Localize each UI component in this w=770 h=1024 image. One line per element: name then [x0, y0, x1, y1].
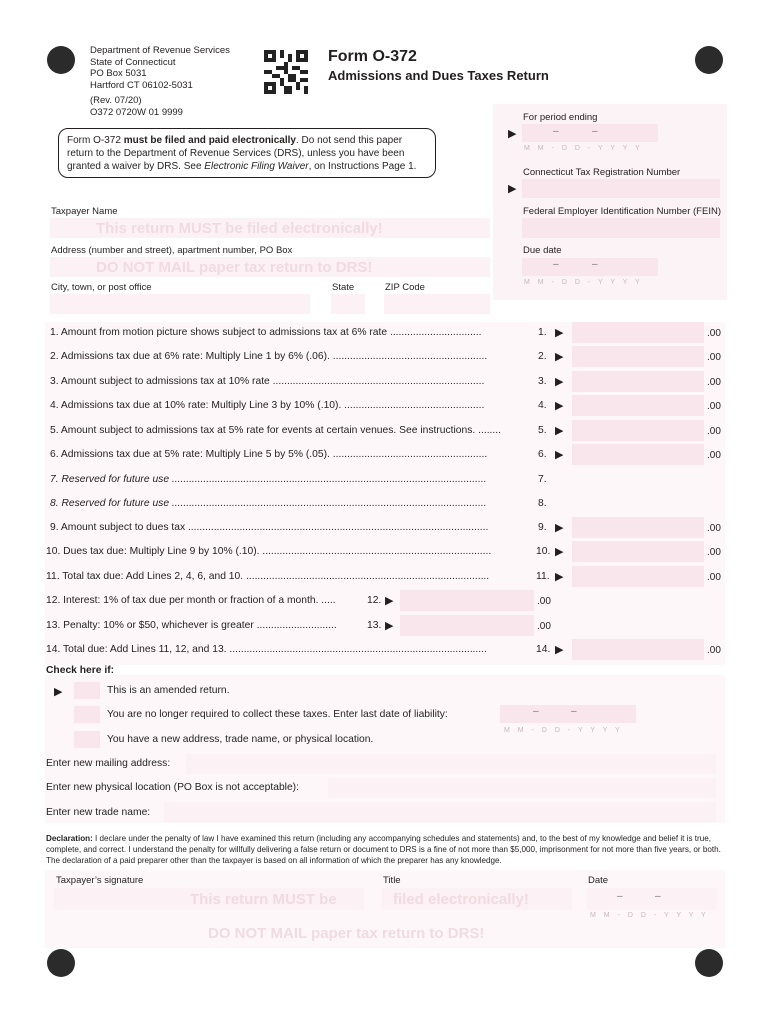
- arrow-icon: ▶: [54, 686, 63, 698]
- signature-label: Taxpayer’s signature: [56, 875, 144, 886]
- line-6-amount[interactable]: [572, 444, 704, 465]
- line-3-text: 3. Amount subject to admissions tax at 10% rate ..........................................................................: [50, 376, 485, 387]
- arrow-icon: ▶: [555, 522, 564, 534]
- watermark-do-not-mail: DO NOT MAIL paper tax return to DRS!: [96, 259, 373, 276]
- declaration-text: [46, 833, 726, 866]
- new-physical-field[interactable]: [328, 778, 716, 798]
- dept-line: State of Connecticut: [90, 56, 176, 68]
- line-1-number: 1.: [538, 327, 547, 338]
- notice-text-italic: Electronic Filing Waiver: [204, 161, 309, 172]
- declaration-heading: Declaration:: [46, 834, 93, 843]
- line-5-text: 5. Amount subject to admissions tax at 5% rate for events at certain venues. See instructions. ........: [50, 425, 502, 436]
- declaration-body: I declare under the penalty of law I have examined this return (including any accompanying schedules and statements) and, to the best of my knowledge and belief it is true, complete, and correct. I understand the penalty for willfully delivering a false return or document to DRS is a fine of not more than $5,000, imprisonment for not more than five years, or both. The declaration of a paid preparer other than the taxpayer is based on all information of which the preparer has any knowledge.: [46, 834, 721, 865]
- period-ending-field[interactable]: [522, 124, 658, 142]
- line-8-number: 8.: [538, 498, 547, 509]
- date-separator: –: [553, 126, 559, 137]
- new-physical-label: Enter new physical location (PO Box is not acceptable):: [46, 782, 299, 793]
- line-13-text: 13. Penalty: 10% or $50, whichever is greater ............................: [46, 620, 337, 631]
- line-1-amount[interactable]: [572, 322, 704, 343]
- line-4-number: 4.: [538, 400, 547, 411]
- line-12-cents: .00: [537, 596, 551, 607]
- line-14-text: 14. Total due: Add Lines 11, 12, and 13. ..........................................................................................: [46, 644, 487, 655]
- arrow-icon: ▶: [555, 327, 564, 339]
- line-10-text: 10. Dues tax due: Multiply Line 9 by 10% (.10). ................................................................................: [46, 546, 492, 557]
- date-separator: –: [655, 891, 661, 902]
- line-14-cents: .00: [707, 645, 721, 656]
- qr-code: [264, 50, 308, 94]
- arrow-icon: ▶: [508, 128, 517, 140]
- arrow-icon: ▶: [508, 183, 517, 195]
- line-9-number: 9.: [538, 522, 547, 533]
- arrow-icon: ▶: [385, 620, 394, 632]
- line-13-cents: .00: [537, 621, 551, 632]
- notice-text-mid: . Do not send this paper return to the Department of Revenue Services (DRS), unless you have been granted a waiver by DRS. See: [67, 135, 405, 172]
- line-14-amount[interactable]: [572, 639, 704, 660]
- amended-return-checkbox[interactable]: [74, 682, 100, 699]
- notice-text-pre: Form O-372: [67, 135, 124, 146]
- new-trade-name-label: Enter new trade name:: [46, 807, 151, 818]
- registration-mark-top-left: [47, 46, 75, 74]
- date-separator: –: [592, 259, 598, 270]
- new-trade-name-field[interactable]: [164, 802, 716, 822]
- line-4-text: 4. Admissions tax due at 10% rate: Multiply Line 3 by 10% (.10). .................................................: [50, 400, 485, 411]
- line-11-amount[interactable]: [572, 566, 704, 587]
- notice-text-post: , on Instructions Page 1.: [308, 161, 417, 172]
- line-10-amount[interactable]: [572, 541, 704, 562]
- no-longer-required-label: You are no longer required to collect these taxes. Enter last date of liability:: [107, 709, 448, 720]
- line-14-number: 14.: [536, 644, 551, 655]
- liability-date-hint: M M - D D - Y Y Y Y: [504, 727, 623, 734]
- department-address: [90, 45, 230, 118]
- ct-registration-label: Connecticut Tax Registration Number: [523, 167, 681, 178]
- revision-date: (Rev. 07/20): [90, 95, 142, 106]
- check-here-heading: Check here if:: [46, 665, 115, 676]
- registration-mark-top-right: [695, 46, 723, 74]
- line-4-cents: .00: [707, 401, 721, 412]
- line-5-number: 5.: [538, 425, 547, 436]
- notice-text-bold: must be filed and paid electronically: [123, 135, 296, 146]
- arrow-icon: ▶: [555, 400, 564, 412]
- line-2-number: 2.: [538, 351, 547, 362]
- line-12-text: 12. Interest: 1% of tax due per month or fraction of a month. .....: [46, 595, 336, 606]
- fein-label: Federal Employer Identification Number (FEIN): [523, 206, 721, 217]
- arrow-icon: ▶: [555, 351, 564, 363]
- arrow-icon: ▶: [555, 449, 564, 461]
- line-2-cents: .00: [707, 352, 721, 363]
- line-9-text: 9. Amount subject to dues tax .........................................................................................................: [50, 522, 489, 533]
- watermark-electronic: This return MUST be filed electronically!: [96, 220, 383, 237]
- line-6-text: 6. Admissions tax due at 5% rate: Multiply Line 5 by 5% (.05). ......................................................: [50, 449, 488, 460]
- watermark-filed-electronically: filed electronically!: [393, 891, 529, 908]
- line-10-number: 10.: [536, 546, 551, 557]
- last-liability-date-field[interactable]: [500, 705, 636, 723]
- line-11-cents: .00: [707, 572, 721, 583]
- new-mailing-label: Enter new mailing address:: [46, 758, 171, 769]
- new-address-checkbox[interactable]: [74, 731, 100, 748]
- dept-line: Hartford CT 06102-5031: [90, 79, 193, 91]
- due-date-field[interactable]: [522, 258, 658, 276]
- state-field[interactable]: [331, 294, 365, 314]
- line-2-amount[interactable]: [572, 346, 704, 367]
- check-section-background: [45, 675, 725, 823]
- no-longer-required-checkbox[interactable]: [74, 706, 100, 723]
- address-label: Address (number and street), apartment number, PO Box: [51, 245, 293, 256]
- line-7-text: 7. Reserved for future use ..............................................................................................................: [50, 474, 487, 485]
- line-12-amount[interactable]: [400, 590, 534, 611]
- due-date-label: Due date: [523, 245, 562, 256]
- line-10-cents: .00: [707, 547, 721, 558]
- arrow-icon: ▶: [555, 644, 564, 656]
- registration-mark-bottom-right: [695, 949, 723, 977]
- dept-line: Department of Revenue Services: [90, 45, 230, 56]
- state-label: State: [332, 282, 355, 293]
- form-code: O372 0720W 01 9999: [90, 106, 183, 118]
- city-field[interactable]: [50, 294, 310, 314]
- date-separator: –: [553, 259, 559, 270]
- amended-return-label: This is an amended return.: [107, 685, 230, 696]
- line-6-number: 6.: [538, 449, 547, 460]
- signature-date-field[interactable]: [587, 888, 717, 910]
- line-5-cents: .00: [707, 426, 721, 437]
- arrow-icon: ▶: [555, 425, 564, 437]
- date-separator: –: [617, 891, 623, 902]
- line-5-amount[interactable]: [572, 420, 704, 441]
- line-7-number: 7.: [538, 474, 547, 485]
- arrow-icon: ▶: [555, 571, 564, 583]
- line-11-number: 11.: [536, 571, 550, 582]
- zip-field[interactable]: [384, 294, 490, 314]
- line-1-cents: .00: [707, 328, 721, 339]
- new-mailing-field[interactable]: [186, 754, 716, 774]
- line-13-number: 13.: [367, 620, 382, 631]
- date-separator: –: [533, 706, 539, 717]
- signature-date-hint: M M - D D - Y Y Y Y: [590, 912, 709, 919]
- title-label: Title: [383, 875, 401, 886]
- fein-field[interactable]: [522, 218, 720, 238]
- date-separator: –: [592, 126, 598, 137]
- line-9-cents: .00: [707, 523, 721, 534]
- due-date-hint: M M - D D - Y Y Y Y: [524, 279, 643, 286]
- watermark-bottom: DO NOT MAIL paper tax return to DRS!: [208, 925, 485, 942]
- line-6-cents: .00: [707, 450, 721, 461]
- period-ending-label: For period ending: [523, 112, 598, 123]
- zip-label: ZIP Code: [385, 282, 425, 293]
- city-label: City, town, or post office: [51, 282, 152, 293]
- line-12-number: 12.: [367, 595, 382, 606]
- arrow-icon: ▶: [385, 595, 394, 607]
- line-8-text: 8. Reserved for future use ..............................................................................................................: [50, 498, 487, 509]
- line-2-text: 2. Admissions tax due at 6% rate: Multiply Line 1 by 6% (.06). ......................................................: [50, 351, 488, 362]
- dept-line: PO Box 5031: [90, 68, 147, 79]
- watermark-must-be: This return MUST be: [190, 891, 337, 908]
- line-3-amount[interactable]: [572, 371, 704, 392]
- form-subtitle: Admissions and Dues Taxes Return: [328, 68, 549, 83]
- ct-registration-field[interactable]: [522, 179, 720, 198]
- registration-mark-bottom-left: [47, 949, 75, 977]
- arrow-icon: ▶: [555, 546, 564, 558]
- arrow-icon: ▶: [555, 376, 564, 388]
- period-date-hint: M M - D D - Y Y Y Y: [524, 145, 643, 152]
- new-address-label: You have a new address, trade name, or physical location.: [107, 734, 374, 745]
- line-3-cents: .00: [707, 377, 721, 388]
- taxpayer-name-label: Taxpayer Name: [51, 206, 118, 217]
- line-11-text: 11. Total tax due: Add Lines 2, 4, 6, and 10. .....................................................................................: [46, 571, 490, 582]
- date-separator: –: [571, 706, 577, 717]
- form-title: Form O-372: [328, 48, 417, 65]
- date-label: Date: [588, 875, 609, 886]
- line-3-number: 3.: [538, 376, 547, 387]
- line-9-amount[interactable]: [572, 517, 704, 538]
- line-13-amount[interactable]: [400, 615, 534, 636]
- line-4-amount[interactable]: [572, 395, 704, 416]
- line-1-text: 1. Amount from motion picture shows subject to admissions tax at 6% rate ................................: [50, 327, 482, 338]
- electronic-filing-notice: [58, 128, 436, 178]
